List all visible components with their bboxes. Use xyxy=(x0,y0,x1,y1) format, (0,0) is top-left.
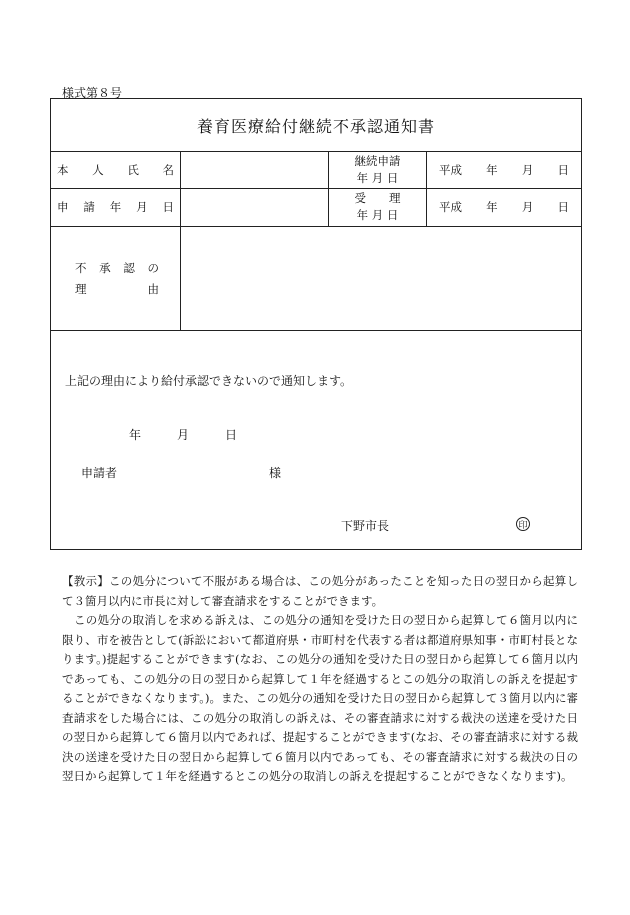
form-title: 養育医療給付継続不承認通知書 xyxy=(51,99,581,152)
form-number: 様式第８号 xyxy=(62,86,123,100)
application-date-label xyxy=(51,188,181,226)
received-date-label xyxy=(329,188,427,226)
year-mark: 年 xyxy=(129,428,142,442)
label-char: 認 xyxy=(123,261,135,275)
label-line: 年 月 日 xyxy=(356,170,399,185)
notice-date xyxy=(129,426,237,443)
label-char: 請 xyxy=(83,200,95,214)
renewal-date-field[interactable] xyxy=(427,151,581,188)
label-char: 由 xyxy=(147,282,159,296)
issuer: 下野市長 xyxy=(341,519,390,533)
instruction-text xyxy=(62,572,578,787)
label-line: 受 理 xyxy=(354,191,401,205)
honorific: 様 xyxy=(269,466,282,480)
reason-label xyxy=(51,226,181,330)
month-mark: 月 xyxy=(521,162,534,177)
label-char: 名 xyxy=(162,162,174,177)
day-mark: 日 xyxy=(225,428,238,442)
label-char: 本 xyxy=(57,162,69,177)
month-mark: 月 xyxy=(521,200,534,214)
label-char: 不 xyxy=(75,261,87,275)
label-char: 日 xyxy=(162,200,174,214)
label-char: 理 xyxy=(75,282,87,296)
row-reason xyxy=(51,226,581,331)
notice-statement: 上記の理由により給付承認できないので通知します。 xyxy=(65,374,353,388)
seal-icon: 印 xyxy=(516,517,530,531)
label-char: 人 xyxy=(92,162,104,177)
row-application-date xyxy=(51,188,581,227)
instruction-lead: 【教示】この処分について不服がある場合は、この処分があったことを知った日の翌日から起算して３箇月以内に市長に対して審査請求をすることができます。 xyxy=(62,574,578,608)
name-field[interactable] xyxy=(181,151,329,188)
month-mark: 月 xyxy=(177,428,190,442)
year-mark: 年 xyxy=(486,162,498,177)
notice-form xyxy=(50,98,582,550)
day-mark: 日 xyxy=(557,200,569,214)
reason-field[interactable] xyxy=(181,226,581,330)
row-name xyxy=(51,151,581,189)
label-char: 年 xyxy=(109,200,122,214)
instruction-body: この処分の取消しを求める訴えは、この処分の通知を受けた日の翌日から起算して６箇月以内に限り、市を被告として(訴訟において都道府県・市町村を代表する者は都道府県知事・市町村長となります。)提起することができます(なお、この処分の通知を受けた日の翌日から起算して６箇月以内であっても、この処分の日の翌日から起算して１年を経過するとこの処分の取消しの訴えを提起することができなくなります。)。また、この処分の通知を受けた日の翌日から起算して３箇月以内に審査請求をした場合には、この処分の取消しの訴えは、その審査請求に対する裁決の送達を受けた日の翌日から起算して６箇月以内であれば、提起することができます(なお、その審査請求に対する裁決の送達を受けた日の翌日から起算して６箇月以内であっても、その審査請求に対する裁決の日の翌日から起算して１年を経過するとこの処分の取消しの訴えを提起することができなくなります)。 xyxy=(62,613,578,783)
era: 平成 xyxy=(439,200,462,214)
application-date-field[interactable] xyxy=(181,188,329,226)
day-mark: 日 xyxy=(557,162,569,177)
renewal-date-label xyxy=(329,151,427,188)
year-mark: 年 xyxy=(486,200,498,214)
label-char: 承 xyxy=(99,261,111,275)
label-char: 月 xyxy=(136,200,148,214)
label-char: 申 xyxy=(57,200,69,214)
label-char: 氏 xyxy=(127,162,139,177)
applicant-label: 申請者 xyxy=(81,466,118,480)
received-date-field[interactable] xyxy=(427,188,581,226)
label-char: の xyxy=(147,261,159,275)
name-label xyxy=(51,151,181,188)
label-line: 継続申請 xyxy=(354,153,401,168)
label-line: 年 月 日 xyxy=(356,208,399,222)
era: 平成 xyxy=(439,162,462,177)
